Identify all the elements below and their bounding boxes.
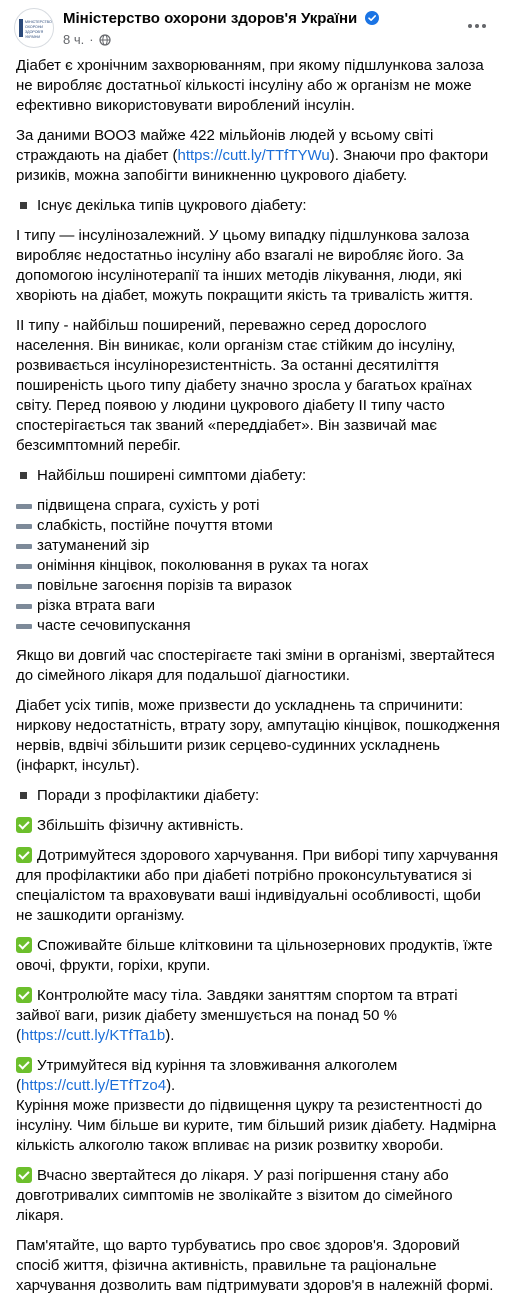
tip-6: [16, 1166, 500, 1226]
tip-text: Збільшіть фізичну активність.: [37, 817, 244, 834]
tip-text: Утримуйтеся від куріння та зловживання алкоголем (: [16, 1057, 398, 1094]
dash-icon: [16, 564, 32, 569]
check-mark-icon: [16, 937, 32, 953]
who-text-after: ). Знаючи про фактори ризиків, можна запобігти виникненню цукрового діабету.: [16, 147, 489, 184]
symptom-text: затуманений зір: [37, 537, 150, 554]
list-item: [16, 496, 500, 516]
tip5-link[interactable]: https://cutt.ly/ETfTzo4: [21, 1077, 167, 1094]
dash-icon: [16, 524, 32, 529]
intro-paragraph: Діабет є хронічним захворюванням, при якому підшлункова залоза не виробляє достатньої кількості інсуліну або ж організм не може ефективно використовувати вироблений інсулін.: [16, 57, 484, 114]
avatar-line-1: МІНІСТЕРСТВО: [25, 20, 52, 24]
symptom-text: повільне загоєння порізів та виразок: [37, 577, 292, 594]
who-text-before: За даними ВООЗ майже 422 мільйонів людей у всьому світі страждають на діабет (: [16, 127, 434, 164]
symptom-text: оніміння кінцівок, поколювання в руках та ногах: [37, 557, 369, 574]
tip-text: Вчасно звертайтеся до лікаря. У разі погіршення стану або довготривалих симптомів не зволікайте з візитом до сімейного лікаря.: [16, 1167, 453, 1224]
tip-text: Контролюйте масу тіла. Завдяки заняттям спортом та втраті зайвої ваги, ризик діабету зменшується на понад 50 % (: [16, 987, 458, 1044]
complications-paragraph: Діабет усіх типів, може призвести до ускладнень та спричинити: ниркову недостатність, втрату зору, ампутацію кінцівок, пошкодження нервів, вдвічі збільшити ризик серцево-судинних ускладнень (інфаркт, інсульт).: [16, 697, 500, 774]
who-link[interactable]: https://cutt.ly/TTfTYWu: [177, 147, 330, 164]
avatar-line-3: ЗДОРОВ'Я: [25, 30, 44, 34]
tip4-link[interactable]: https://cutt.ly/KTfTa1b: [21, 1027, 166, 1044]
page-name: Міністерство охорони здоров'я України: [63, 10, 358, 27]
more-dots-icon: [467, 23, 487, 29]
post-header: [0, 0, 507, 56]
more-options-button[interactable]: [459, 8, 495, 44]
tip-text-after: ).: [165, 1027, 175, 1044]
list-item: [16, 556, 500, 576]
verified-badge-icon: [365, 11, 379, 25]
avatar-line-2: ОХОРОНИ: [25, 25, 43, 29]
square-bullet-icon: [20, 792, 27, 799]
symptom-text: різка втрата ваги: [37, 597, 156, 614]
avatar-line-4: УКРАЇНИ: [25, 35, 41, 39]
tip5-extra-text: Куріння може призвести до підвищення цукру та резистентності до інсуліну. Чим більше ви курите, тим більший ризик діабету. Надмірна кількість алкоголю також впливає на ризик розвитку хвороби.: [16, 1097, 497, 1154]
tip-text: Споживайте більше клітковини та цільнозернових продуктів, їжте овочі, фрукти, горіхи, крупи.: [16, 937, 493, 974]
list-item: [16, 576, 500, 596]
ministry-logo-icon: [15, 9, 53, 47]
dash-icon: [16, 504, 32, 509]
tip-1: [16, 816, 500, 836]
list-item: [16, 596, 500, 616]
symptoms-heading: [16, 466, 500, 486]
type1-paragraph: I типу — інсулінозалежний. У цьому випадку підшлункова залоза виробляє недостатньо інсуліну або взагалі не виробляє його. За допомогою інсулінотерапії та інших методів лікування, люди, які хворіють на діабет, можуть покращити якість та тривалість життя.: [16, 227, 474, 304]
post-body: [16, 56, 500, 1306]
tips-heading-text: Поради з профілактики діабету:: [37, 787, 260, 804]
doctor-note-paragraph: Якщо ви довгий час спостерігаєте такі зміни в організмі, звертайтеся до сімейного лікаря для подальшої діагностики.: [16, 647, 495, 684]
square-bullet-icon: [20, 202, 27, 209]
check-mark-icon: [16, 817, 32, 833]
dash-icon: [16, 544, 32, 549]
types-heading: [16, 196, 500, 216]
list-item: [16, 536, 500, 556]
dash-icon: [16, 624, 32, 629]
tip-text: Дотримуйтеся здорового харчування. При виборі типу харчування для профілактики або при діабеті потрібно проконсультуватися зі спеціалістом та враховувати ваші індивідуальні особливості, щоби не зашкодити організму.: [16, 847, 499, 924]
outro-paragraph: Пам'ятайте, що варто турбуватись про своє здоров'я. Здоровий спосіб життя, фізична активність, правильне та раціональне харчування дозволить вам підтримувати здоров'я в належній формі.: [16, 1237, 494, 1294]
types-heading-text: Існує декілька типів цукрового діабету:: [37, 197, 307, 214]
symptom-text: слабкість, постійне почуття втоми: [37, 517, 273, 534]
post-meta: [63, 32, 111, 47]
check-mark-icon: [16, 1057, 32, 1073]
list-item: [16, 516, 500, 536]
globe-icon[interactable]: [99, 34, 111, 46]
check-mark-icon: [16, 847, 32, 863]
tip-4: [16, 986, 500, 1046]
page-avatar[interactable]: [14, 8, 54, 48]
symptom-text: часте сечовипускання: [37, 617, 191, 634]
dash-icon: [16, 604, 32, 609]
meta-separator: ·: [89, 32, 94, 47]
symptoms-heading-text: Найбільш поширені симптоми діабету:: [37, 467, 307, 484]
page-name-link[interactable]: [63, 10, 379, 27]
tip-text-after: ).: [166, 1077, 176, 1094]
symptoms-list: [16, 496, 500, 636]
square-bullet-icon: [20, 472, 27, 479]
post-time[interactable]: 8 ч.: [63, 32, 85, 47]
type2-paragraph: II типу - найбільш поширений, переважно серед дорослого населення. Він виникає, коли організм стає стійким до інсуліну, розвивається інсулінорезистентність. За останні десятиліття поширеність цього типу діабету значно зросла у багатьох країнах світу. Перед появою у людини цукрового діабету II типу часто спостерігається так званий «переддіабет». Він зазвичай має безсимптомний перебіг.: [16, 317, 472, 454]
check-mark-icon: [16, 987, 32, 1003]
tip-3: [16, 936, 500, 976]
tips-heading: [16, 786, 500, 806]
dash-icon: [16, 584, 32, 589]
symptom-text: підвищена спрага, сухість у роті: [37, 497, 260, 514]
list-item: [16, 616, 500, 636]
tip-2: [16, 846, 500, 926]
tip-5: [16, 1056, 500, 1156]
check-mark-icon: [16, 1167, 32, 1183]
who-paragraph: [16, 126, 500, 186]
